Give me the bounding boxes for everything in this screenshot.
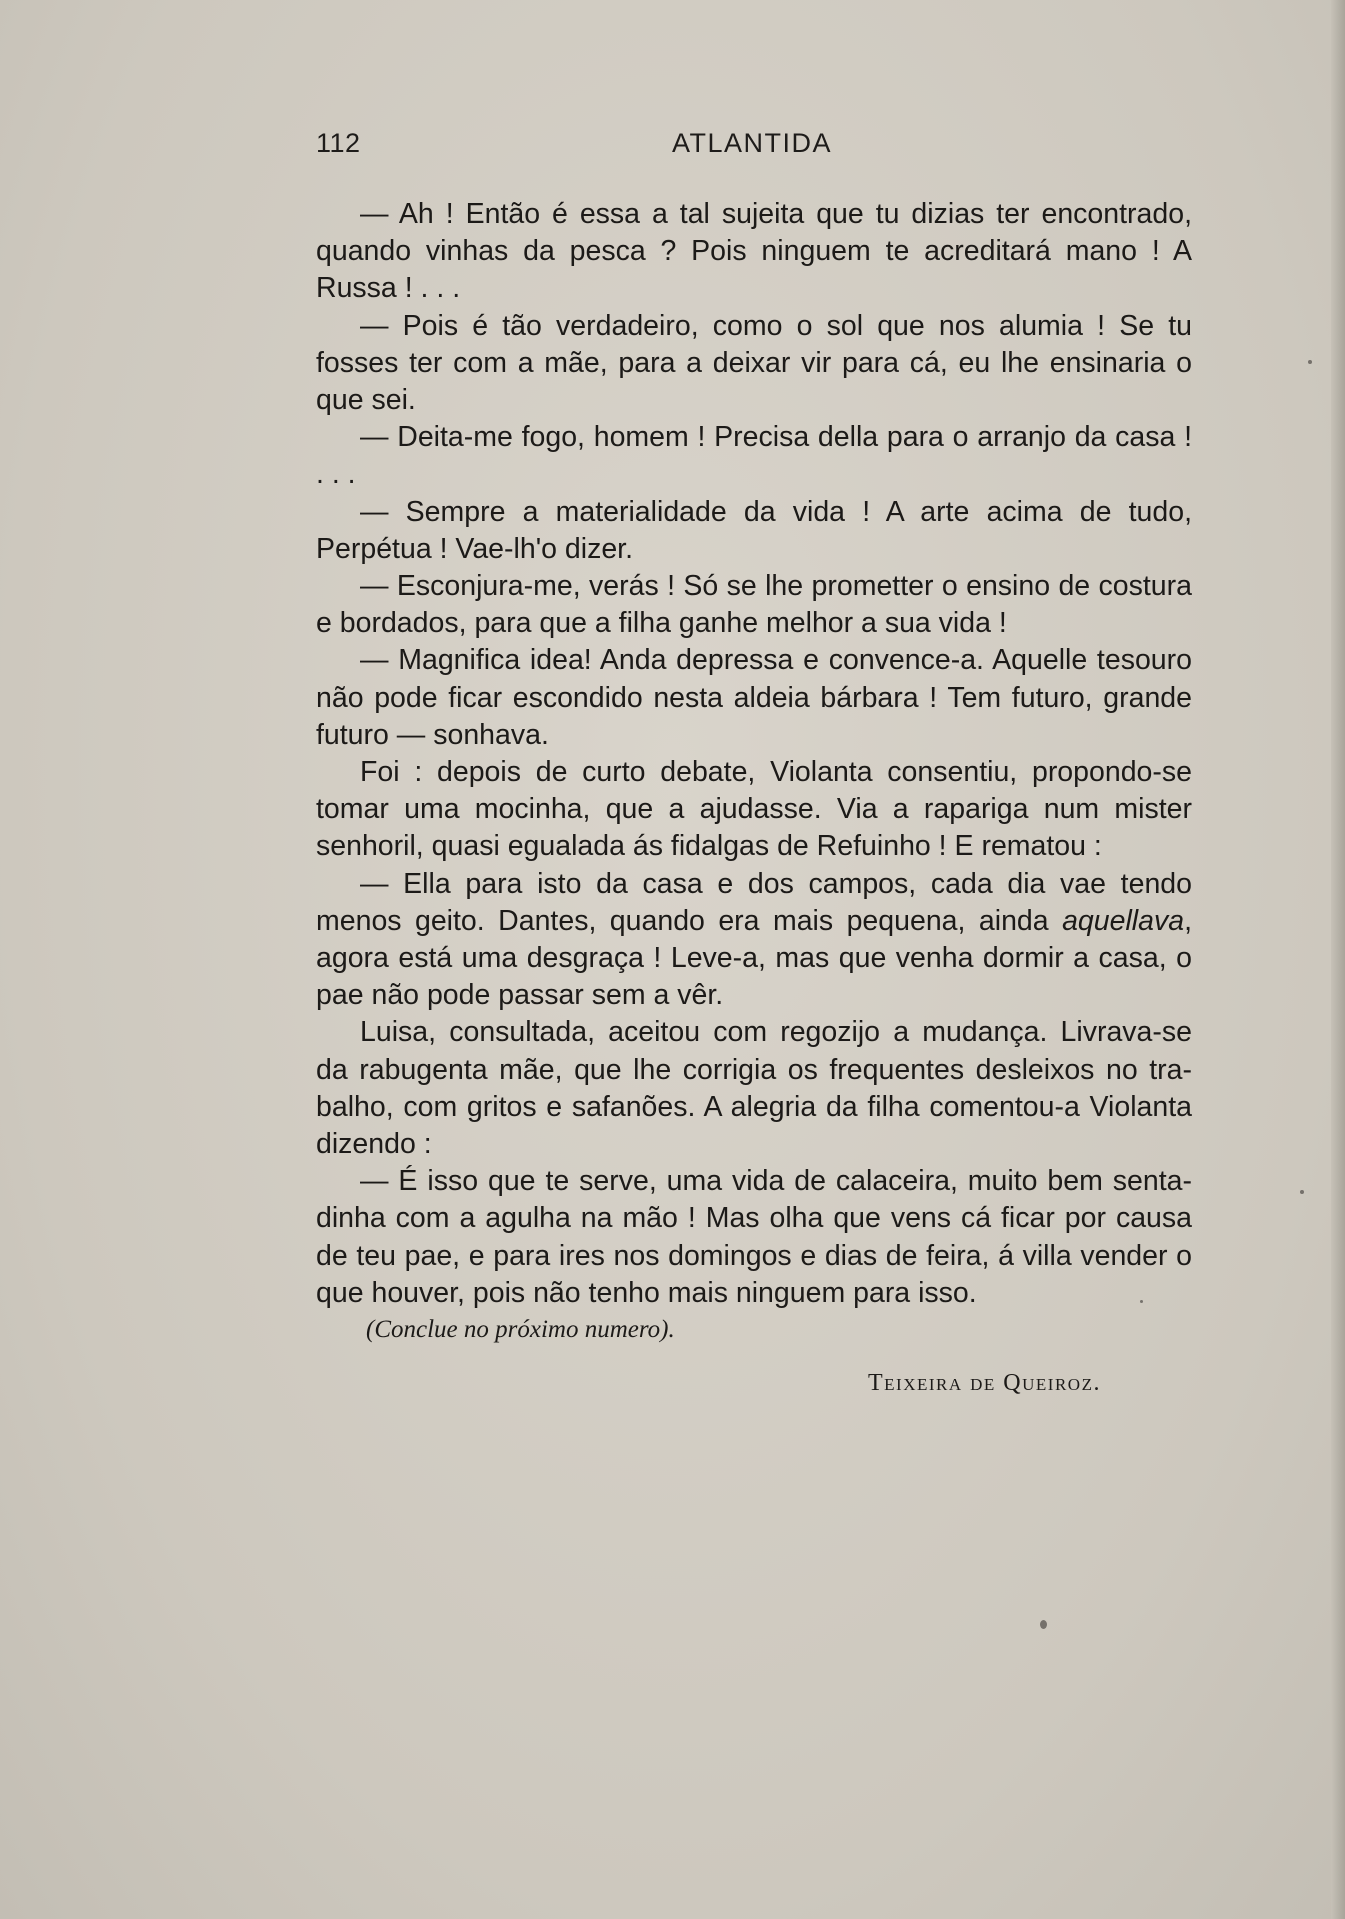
- paragraph-5: — Esconjura-me, verás ! Só se lhe prometter o ensino de costura e bordados, para que a filha ganhe melhor a sua vida !: [316, 570, 1192, 640]
- paragraph-10: — É isso que te serve, uma vida de calaceira, muito bem sentadinha com a agulha na mão ! Mas olha que vens cá ficar por causa de teu pae, e para ires nos domingos e dias de feira, á villa vender o que houver, pois não tenho mais ninguem para isso.: [316, 1165, 1192, 1309]
- author-signature: Teixeira de Queiroz.: [868, 1370, 1101, 1396]
- continuation-note: (Conclue no próximo numero).: [366, 1316, 675, 1343]
- body-text: [316, 196, 1192, 1312]
- running-head: [316, 128, 1196, 168]
- paper-speck: [1300, 1190, 1304, 1194]
- paragraph-9: Luisa, consultada, aceitou com regozijo a mudança. Livrava-se da rabugenta mãe, que lhe corrigia os frequentes desleixos no trabalho, com gritos e safanões. A alegria da filha comentou-a Violanta dizendo :: [316, 1016, 1192, 1161]
- paragraph-8-text-start: — Ella para isto da casa e dos campos, cada dia vae tendo menos geito. Dantes, quando era mais pequena, ainda: [316, 867, 1192, 937]
- paper-speck: [1040, 1620, 1047, 1629]
- page-number: 112: [316, 128, 361, 158]
- paragraph-8: [316, 866, 1192, 1015]
- paper-speck: [1308, 360, 1312, 364]
- page-edge-shadow: [1331, 0, 1345, 1919]
- paragraph-6: — Magnifica idea! Anda depressa e convence-a. Aquelle tesouro não pode ficar escondido nesta aldeia bárbara ! Tem futuro, grande futuro — sonhava.: [316, 644, 1192, 751]
- journal-title: ATLANTIDA: [672, 128, 833, 158]
- paragraph-4: — Sempre a materialidade da vida ! A arte acima de tudo, Perpétua ! Vae-lh'o dizer.: [316, 495, 1192, 565]
- paragraph-1: — Ah ! Então é essa a tal sujeita que tu dizias ter encontrado, quando vinhas da pesca ? Pois ninguem te acreditará mano ! A Russa ! . . .: [316, 198, 1192, 305]
- paragraph-8-text-end: , agora está uma desgraça ! Leve-a, mas que venha dormir a casa, o pae não pode passar sem a vêr.: [316, 904, 1193, 1012]
- paragraph-7: Foi : depois de curto debate, Violanta consentiu, propondo-se tomar uma mocinha, que a ajudasse. Via a rapariga num mister senhoril, quasi egualada ás fidalgas de Refuinho ! E rematou :: [316, 756, 1192, 863]
- paper-speck: [1140, 1300, 1143, 1303]
- paragraph-2: — Pois é tão verdadeiro, como o sol que nos alumia ! Se tu fosses ter com a mãe, para a deixar vir para cá, eu lhe ensinaria o que sei.: [316, 309, 1192, 417]
- paragraph-3: — Deita-me fogo, homem ! Precisa della para o arranjo da casa ! . . .: [316, 421, 1192, 491]
- italic-word: aquellava: [1062, 904, 1185, 937]
